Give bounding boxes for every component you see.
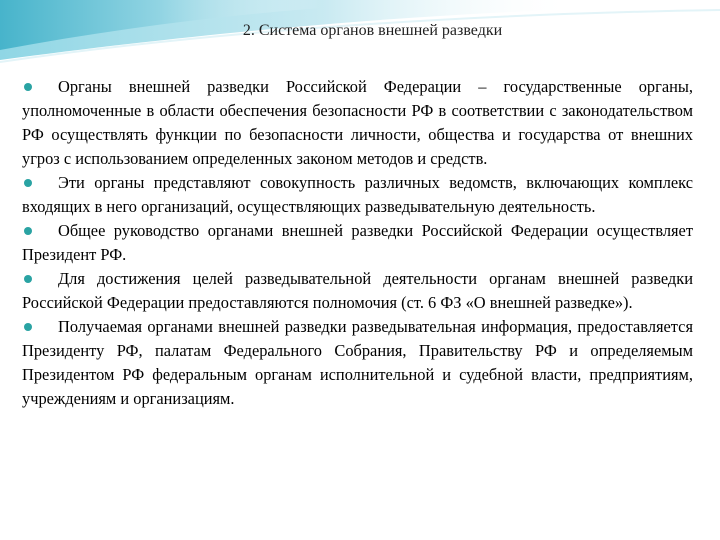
bullet-dot-icon — [24, 275, 32, 283]
slide-title: 2. Система органов внешней разведки — [242, 22, 503, 39]
bullet-item — [22, 75, 693, 171]
bullet-item — [22, 315, 693, 411]
bullet-item — [22, 219, 693, 267]
bullet-dot-icon — [24, 227, 32, 235]
bullet-item — [22, 171, 693, 219]
bullet-text: Общее руководство органами внешней разведки Российской Федерации осуществляет Президент РФ. — [22, 221, 693, 264]
bullet-text: Получаемая органами внешней разведки разведывательная информация, предоставляется Президенту РФ, палатам Федерального Собрания, Правительству РФ и определяемым Президентом РФ федеральным органам исполнительной и судебной власти, предприятиям, учреждениям и организациям. — [22, 317, 693, 408]
bullet-text: Органы внешней разведки Российской Федерации – государственные органы, уполномоченные в области обеспечения безопасности РФ в соответствии с законодательством РФ осуществлять функции по безопасности личности, общества и государства от внешних угроз с использованием определенных законом методов и средств. — [22, 77, 693, 168]
bullet-dot-icon — [24, 83, 32, 91]
bullet-dot-icon — [24, 179, 32, 187]
bullet-dot-icon — [24, 323, 32, 331]
bullet-list — [22, 75, 693, 411]
bullet-text: Для достижения целей разведывательной деятельности органам внешней разведки Российской Федерации предоставляются полномочия (ст. 6 ФЗ «О внешней разведке»). — [22, 269, 693, 312]
bullet-item — [22, 267, 693, 315]
bullet-text: Эти органы представляют совокупность различных ведомств, включающих комплекс входящих в него организаций, осуществляющих разведывательную деятельность. — [22, 173, 693, 216]
